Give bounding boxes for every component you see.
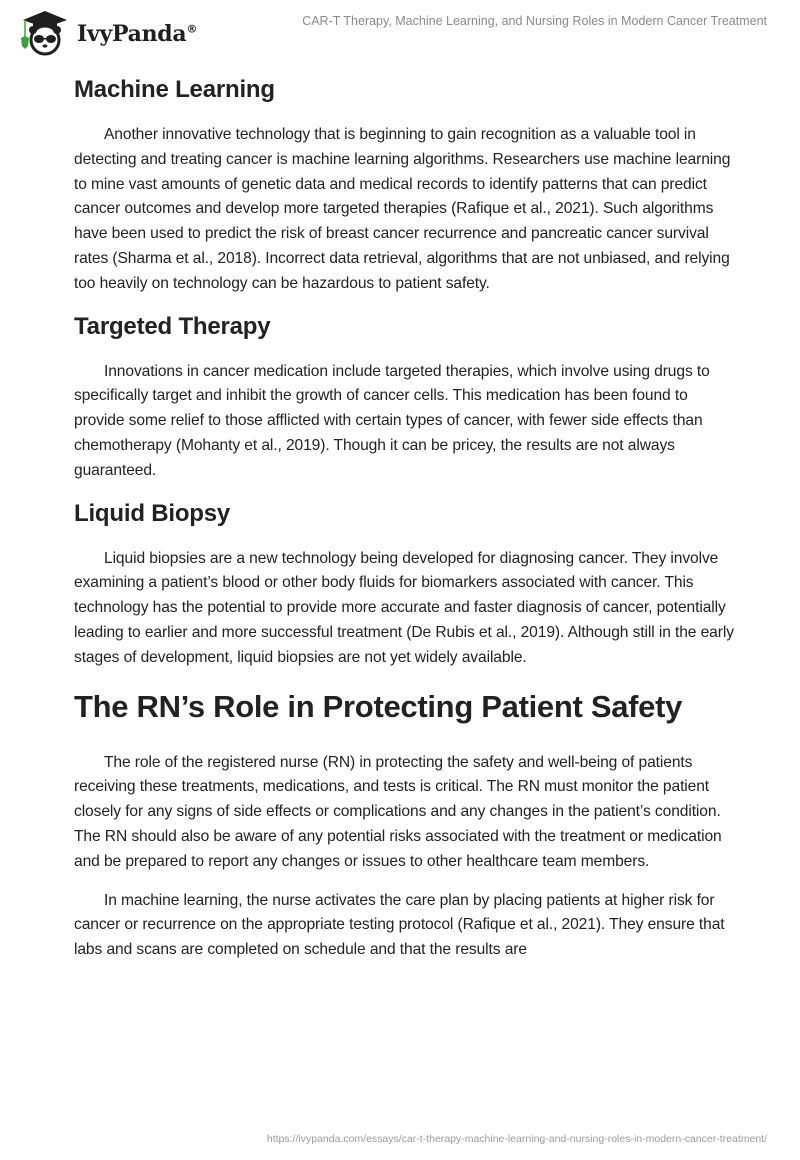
ivypanda-logo[interactable] <box>15 8 197 56</box>
paragraph-rn-role-2: In machine learning, the nurse activates the care plan by placing patients at higher risk for cancer or recurrence on the appropriate testing protocol (Rafique et al., 2021). They ensure that labs and scans are completed on schedule and that the results are <box>74 891 725 959</box>
document-title: CAR-T Therapy, Machine Learning, and Nursing Roles in Modern Cancer Treatment <box>302 14 767 28</box>
heading-liquid-biopsy: Liquid Biopsy <box>74 499 231 527</box>
page-header <box>0 0 800 60</box>
heading-targeted-therapy: Targeted Therapy <box>74 312 271 340</box>
essay-content <box>74 70 734 963</box>
paragraph-machine-learning: Another innovative technology that is beginning to gain recognition as a valuable tool in detecting and treating cancer is machine learning algorithms. Researchers use machine learning to mine vast amounts of genetic data and medical records to identify patterns that can predict cancer outcomes and develop more targeted therapies (Rafique et al., 2021). Such algorithms have been used to predict the risk of breast cancer recurrence and pancreatic cancer survival rates (Sharma et al., 2018). Incorrect data retrieval, algorithms that are not unbiased, and relying too heavily on technology can be hazardous to patient safety. <box>74 126 731 292</box>
source-url[interactable]: https://ivypanda.com/essays/car-t-therapy-machine-learning-and-nursing-roles-in-modern-cancer-treatment/ <box>266 1133 767 1145</box>
paragraph-rn-role-1: The role of the registered nurse (RN) in protecting the safety and well-being of patients receiving these treatments, medications, and tests is critical. The RN must monitor the patient closely for any signs of side effects or complications and any changes in the patient’s condition. The RN should also be aware of any potential risks associated with the treatment or medication and be prepared to report any changes or issues to other healthcare team members. <box>74 753 722 870</box>
paragraph-liquid-biopsy: Liquid biopsies are a new technology being developed for diagnosing cancer. They involve examining a patient’s blood or other body fluids for biomarkers associated with cancer. This technology has the potential to provide more accurate and faster diagnosis of cancer, potentially leading to earlier and more successful treatment (De Rubis et al., 2019). Although still in the early stages of development, liquid biopsies are not yet widely available. <box>74 549 734 666</box>
panda-graduate-icon <box>15 8 73 56</box>
logo-text: IvyPanda® <box>77 21 198 47</box>
paragraph-targeted-therapy: Innovations in cancer medication include targeted therapies, which involve using drugs to specifically target and inhibit the growth of cancer cells. This medication has been found to provide some relief to those afflicted with certain types of cancer, with fewer side effects than chemotherapy (Mohanty et al., 2019). Though it can be pricey, the results are not always guaranteed. <box>74 362 710 479</box>
heading-machine-learning: Machine Learning <box>74 76 275 103</box>
heading-rn-role: The RN’s Role in Protecting Patient Safety <box>74 688 683 724</box>
